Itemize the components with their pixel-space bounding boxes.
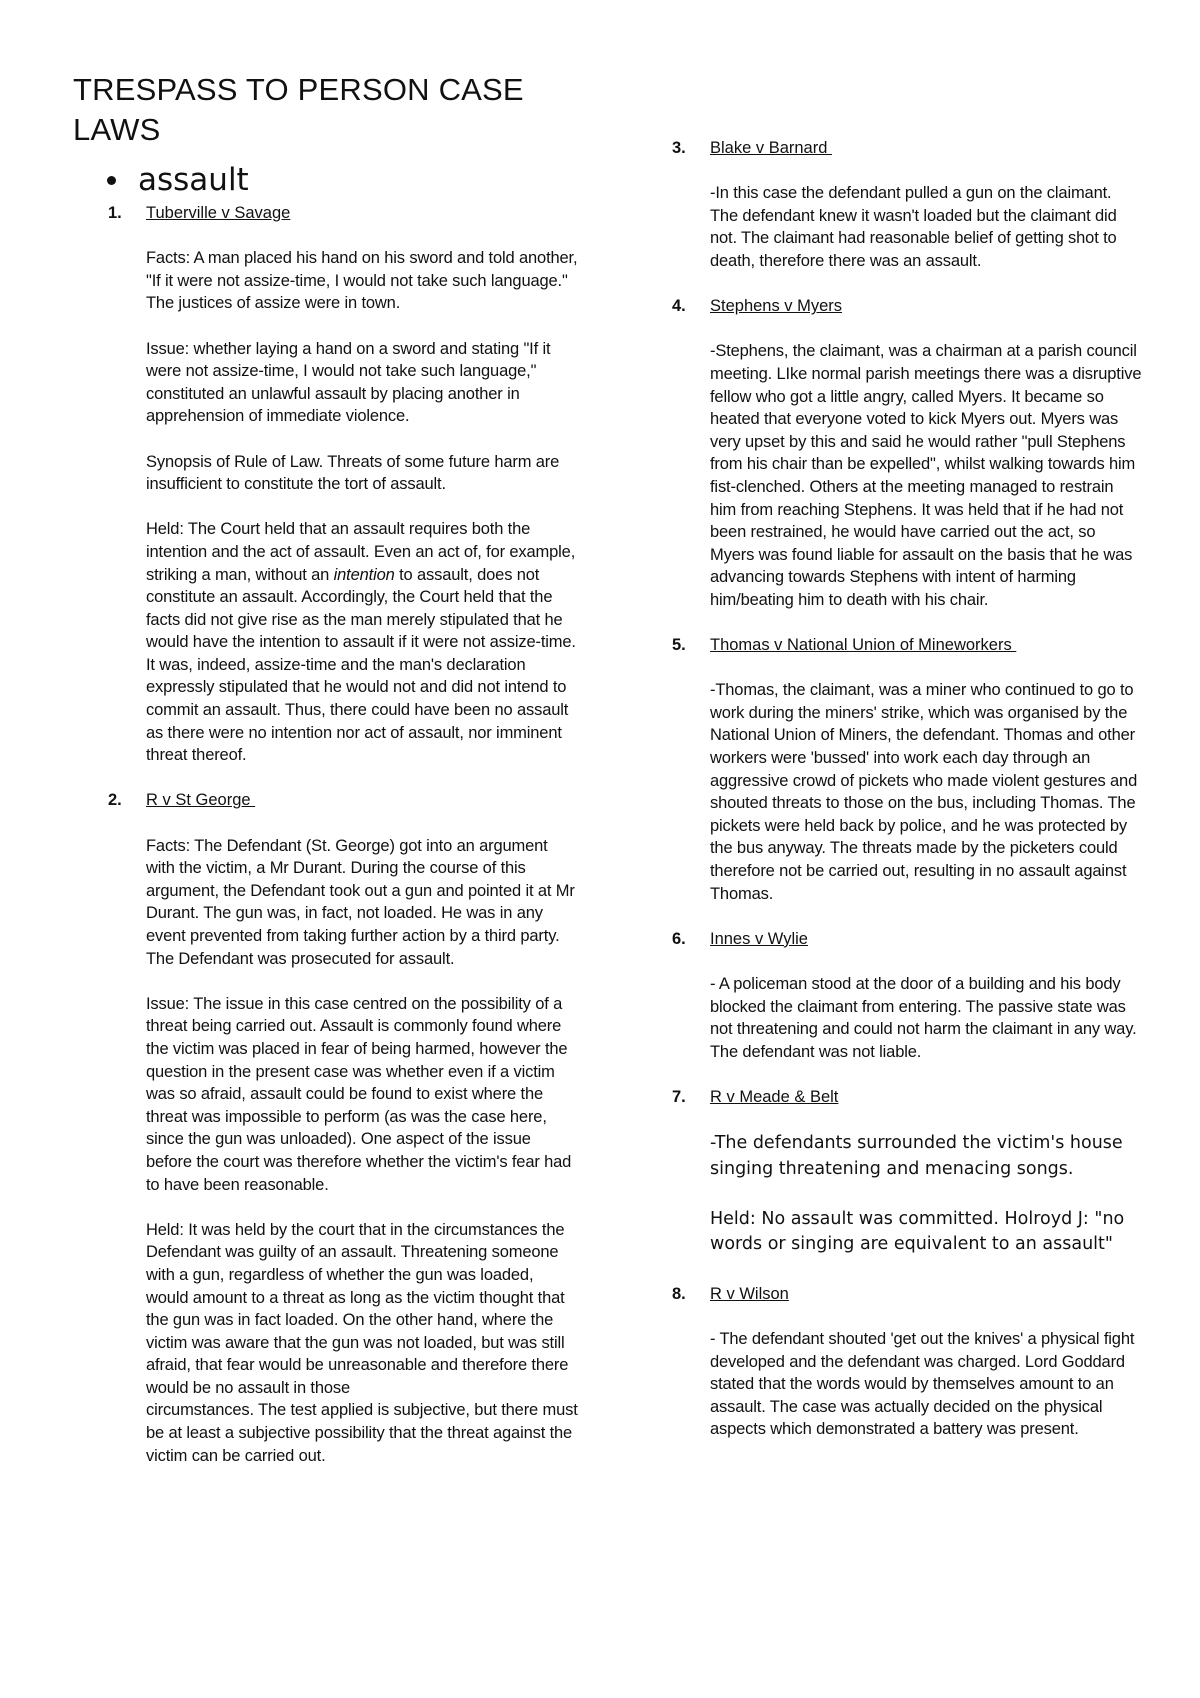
case-name: R v Wilson xyxy=(710,1284,789,1303)
left-column xyxy=(73,70,578,1490)
bullet-icon xyxy=(107,176,116,185)
case-number: 8. xyxy=(672,1284,686,1303)
case-number: 4. xyxy=(672,297,686,316)
case-held: Held: No assault was committed. Holroyd J: "no words or singing are equivalent to an assault" xyxy=(710,1208,1125,1255)
case-held-text: Held: The Court held that an assault requires both the intention and the act of assault. Even an act of, for example, striking a man, without an xyxy=(146,520,576,584)
case-number: 3. xyxy=(672,139,686,157)
case-item-3 xyxy=(672,137,1142,273)
case-number: 2. xyxy=(108,791,122,810)
case-number: 5. xyxy=(672,636,686,655)
case-facts: Facts: The Defendant (St. George) got into an argument with the victim, a Mr Durant. During the course of this argument, the Defendant took out a gun and pointed it at Mr Durant. The gun was, in fact, not loaded. He was in any event prevented from taking further action by a third party. The Defendant was prosecuted for assault. xyxy=(146,836,575,968)
case-number: 1. xyxy=(108,204,122,222)
case-item-7 xyxy=(672,1086,1142,1258)
case-text: -The defendants surrounded the victim's house singing threatening and menacing songs. xyxy=(710,1133,1123,1179)
case-issue: Issue: The issue in this case centred on the possibility of a threat being carried out. Assault is commonly found where the victim was placed in fear of being harmed, however the question in the present case was whether even if a victim was so afraid, assault could be found to exist where the threat was impossible to perform (as was the case here, since the gun was unloaded). One aspect of the issue before the court was therefore whether the victim's fear had to have been reasonable. xyxy=(146,994,572,1194)
bullet-heading-text: assault xyxy=(138,162,249,198)
case-issue: Issue: whether laying a hand on a sword and stating "If it were not assize-time, I would not take such language," constituted an unlawful assault by placing another in apprehension of immediate violence. xyxy=(146,339,551,426)
case-held xyxy=(146,518,578,767)
case-held-text-cont: to assault, does not constitute an assault. Accordingly, the Court held that the facts did not give rise as the man merely stipulated that he would have the intention to assault if it were not assize-time. It was, indeed, assize-time and the man's declaration expressly stipulated that he would not and did not intend to commit an assault. Thus, there could have been no assault as there were no intention nor act of assault, nor imminent threat thereof. xyxy=(146,565,576,765)
case-text: -Stephens, the claimant, was a chairman at a parish council meeting. LIke normal parish meetings there was a disruptive fellow who got a little angry, called Myers. It became so heated that everyone voted to kick Myers out. Myers was very upset by this and said he would rather "pull Stephens from his chair than be expelled", whilst walking towards him fist-clenched. Others at the meeting managed to restrain him from reaching Stephens. It was held that if he had not been restrained, he would have carried out the act, so Myers was found liable for assault on the basis that he was advancing towards Stephens with intent of harming him/beating him to death with his chair. xyxy=(710,342,1142,609)
case-item-5 xyxy=(672,634,1142,905)
case-name: Stephens v Myers xyxy=(710,297,843,316)
bullet-heading xyxy=(73,162,578,198)
case-name: Tuberville v Savage xyxy=(146,204,291,222)
case-text: -In this case the defendant pulled a gun on the claimant. The defendant knew it wasn't loaded but the claimant did not. The claimant had reasonable belief of getting shot to death, therefore there was an assault. xyxy=(710,184,1117,270)
case-number: 6. xyxy=(672,929,686,948)
case-held-cont: circumstances. The test applied is subjective, but there must be at least a subjective possibility that the threat against the victim can be carried out. xyxy=(146,1401,578,1465)
case-name: Innes v Wylie xyxy=(710,929,808,948)
case-item-8 xyxy=(672,1283,1142,1441)
case-name: Thomas v National Union of Mineworkers xyxy=(710,636,1017,655)
case-item-1 xyxy=(73,202,578,767)
case-item-4 xyxy=(672,295,1142,611)
case-synopsis: Synopsis of Rule of Law. Threats of some future harm are insufficient to constitute the tort of assault. xyxy=(146,452,560,494)
case-item-6 xyxy=(672,928,1142,1064)
case-name: R v Meade & Belt xyxy=(710,1087,839,1106)
case-name: R v St George xyxy=(146,791,256,810)
case-held: Held: It was held by the court that in the circumstances the Defendant was guilty of an assault. Threatening someone with a gun, regardless of whether the gun was loaded, would amount to a threat as long as the victim thought that the gun was in fact loaded. On the other hand, where the victim was aware that the gun was not loaded, but was still afraid, that fear would be unreasonable and therefore there would be no assault in those xyxy=(146,1220,569,1397)
case-item-2 xyxy=(73,789,578,1467)
case-number: 7. xyxy=(672,1087,686,1106)
case-held-italic: intention xyxy=(333,565,395,584)
case-text: - The defendant shouted 'get out the knives' a physical fight developed and the defendant was charged. Lord Goddard stated that the words would by themselves amount to an assault. The case was actually decided on the physical aspects which demonstrated a battery was present. xyxy=(710,1329,1135,1439)
case-text: -Thomas, the claimant, was a miner who continued to go to work during the miners' strike, which was organised by the National Union of Miners, the defendant. Thomas and other workers were 'bussed' into work each day through an aggressive crowd of pickets who made violent gestures and shouted threats to those on the bus, including Thomas. The pickets were held back by police, and he was protected by the bus anyway. The threats made by the picketers could therefore not be carried out, resulting in no assault against Thomas. xyxy=(710,681,1138,903)
case-name: Blake v Barnard xyxy=(710,139,832,157)
right-column xyxy=(672,137,1142,1464)
page-title: TRESPASS TO PERSON CASE LAWS xyxy=(73,72,524,147)
case-text: - A policeman stood at the door of a building and his body blocked the claimant from entering. The passive state was not threatening and could not harm the claimant in any way. The defendant was not liable. xyxy=(710,974,1137,1061)
case-facts: Facts: A man placed his hand on his sword and told another, "If it were not assize-time, I would not take such language." The justices of assize were in town. xyxy=(146,249,578,313)
